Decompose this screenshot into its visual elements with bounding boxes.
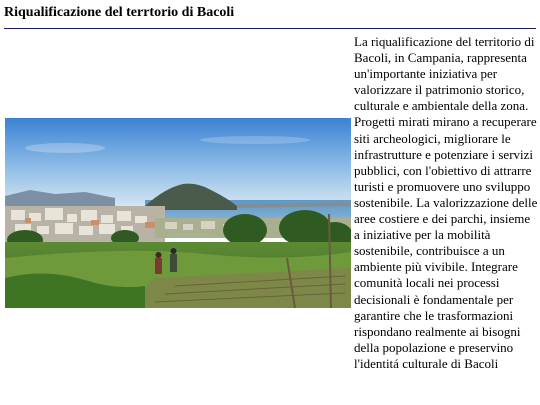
article-paragraph: La riqualificazione del territorio di Bacoli, in Campania, rappresenta un'importante iniziativa per valorizzare il patrimonio storico, culturale e ambientale della zona. Progetti mirati mirano a recuperare siti archeologici, migliorare le infrastrutture e potenziare i servizi pubblici, con l'obiettivo di attrarre turisti e promuovere uno sviluppo sostenibile. La valorizzazione delle aree costiere e dei parchi, insieme a iniziative per la mobilità sostenibile, contribuisce a un ambiente più vivibile. Integrare comunità locali nei processi decisionali è fondamentale per garantire che le trasformazioni rispondano realmente ai bisogni della popolazione e preservino l'identitá culturale di Bacoli [354, 34, 538, 371]
title-divider [4, 28, 536, 29]
bacoli-landscape-photo [5, 118, 351, 308]
page-title: Riqualificazione del terrtorio di Bacoli [4, 5, 235, 20]
